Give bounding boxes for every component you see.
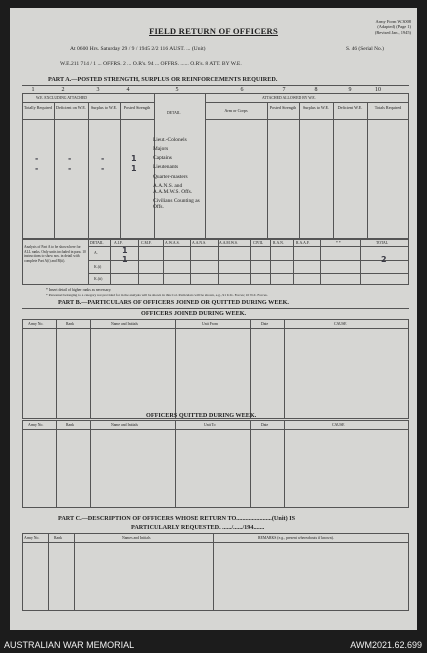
quitted-header: OFFICERS QUITTED DURING WEEK.	[146, 412, 257, 419]
rank-lieutenants: Lieutenants	[153, 164, 179, 170]
part-c-header: PART C.—DESCRIPTION OF OFFICERS WHOSE RETURN TO.......................(Unit) IS	[58, 515, 296, 522]
handwritten-count: 1	[131, 164, 137, 173]
serial-number: S. 46 (Serial No.)	[346, 46, 384, 52]
date-unit-line: At 0600 Hrs. Saturday 29 / 9 / 1945 2/2 116 AUST. ... (Unit)	[70, 46, 206, 52]
quitted-table	[22, 420, 409, 508]
joined-header: OFFICERS JOINED DURING WEEK.	[141, 310, 247, 317]
part-c-table	[22, 533, 409, 611]
handwritten-count: 1	[131, 154, 137, 163]
we-strength-line: W.E.211 714 / 1 ... OFFRS. 2 ... O.R's. 94 ... OFFRS. ...... O.R's. 8 ATT. BY W.E.	[60, 61, 242, 67]
rank-civilians: Civilians Counting as Offs.	[153, 198, 200, 210]
handwritten-dash: -	[68, 164, 72, 173]
footer-accession: AWM2021.62.699	[350, 640, 422, 650]
form-title: FIELD RETURN OF OFFICERS	[149, 26, 278, 36]
rank-majors: Majors	[153, 146, 169, 152]
handwritten-dash: -	[35, 154, 39, 163]
form-number: Army Form W.3008 (Adapted) (Page 1) (Revised Jan., 1945)	[374, 19, 411, 35]
handwritten-dash: -	[68, 154, 72, 163]
handwritten-dash: -	[101, 164, 105, 173]
handwritten-aif-a: 1	[122, 246, 128, 255]
part-a-grid	[22, 93, 409, 239]
joined-table	[22, 319, 409, 419]
rank-captains: Captains	[153, 155, 172, 161]
handwritten-dash: -	[35, 164, 39, 173]
field-return-form: Army Form W.3008 (Adapted) (Page 1) (Revised Jan., 1945) FIELD RETURN OF OFFICERS At 0600 Hrs. Saturday 29 / 9 / 1945 2/2 116 AUST. ... (Unit) S. 46 (Serial No.) W.E.211 714 / 1 ... OFFRS. 2 ... O.R's. 94 ... OFFRS. ...... O.R's. 8 ATT. BY W.E. PART A.—POSTED STRENGTH, SURPLUS OR REINFORCEMENTS REQUIRED. 1 2 3 4 5 6 7 8 9 10 W.E. EXCLUDING ATTACHED ATTACHED ALLOWED BY W.E. DETAIL Totally Required Deficient on W.E. Surplus to W.E. Posted Strength Arm or Corps Posted Strength Surplus to W.E. Deficient W.E. Totals Required Lieut.-Colonels Majors Captains Lieutenants Quarter-masters A.A.N.S. and A.A.M.W.S. Offs. Civilians Counting as Offs. - - - 1 - - - 1 DETAIL A.I.F. C.M.F. A.W.A.S. A.A.N.S. A.A.M.W.S. CIVIL R.A.N. R.A.A.F. * * TOTAL A. K.(i) K.(ii) Analysis of Part A to be shown here for ALL ranks. Only units included in para. 10 instructions to show nos. in detail with complete Part A(i) and B(ii). 1 1 2 * Insert detail of higher ranks as necessary. * Personnel belonging to a category not provided for in the analysis will be shown in this Col. Particulars will be shown, e.g., 91 U.K. Forces; 10 N.Z. Forces. PART B.—PARTICULARS OF OFFICERS JOINED OR QUITTED DURING WEEK. OFFICERS JOINED DURING WEEK. Army No. Rank Name and Initials Unit From Date CAUSE OFFICERS QUITTED DURING WEEK. Army No. Rank Name and Initials Unit To Date CAUSE PART C.—DESCRIPTION OF OFFICERS WHOSE RETURN TO.......................(Unit) IS PARTICULARLY REQUESTED. ....../....../194....... Army No. Rank Names and Initials REMARKS (e.g., present whereabouts if known).	[10, 8, 417, 630]
footnote-2: * Personnel belonging to a category not provided for in the analysis will be shown in this Col. Particulars will be shown, e.g., 91 U.K. Forces; 10 N.Z. Forces.	[46, 293, 268, 297]
handwritten-dash: -	[101, 154, 105, 163]
rank-aans: A.A.N.S. and A.A.M.W.S. Offs.	[153, 183, 193, 195]
analysis-note: Analysis of Part A to be shown here for ALL ranks. Only units included in para. 10 instructions to show nos. in detail with complete Part A(i) and B(ii).	[24, 245, 86, 263]
part-b-header: PART B.—PARTICULARS OF OFFICERS JOINED OR QUITTED DURING WEEK.	[58, 299, 289, 306]
detail-header: DETAIL	[167, 111, 181, 115]
archive-footer	[0, 630, 427, 653]
we-excluding-header: W.E. EXCLUDING ATTACHED	[36, 96, 88, 100]
footer-institution: AUSTRALIAN WAR MEMORIAL	[4, 640, 135, 650]
attached-allowed-header: ATTACHED ALLOWED BY W.E.	[262, 96, 316, 100]
rank-lieut-colonels: Lieut.-Colonels	[153, 137, 187, 143]
footnote-1: * Insert detail of higher ranks as necessary.	[46, 288, 112, 292]
rank-quartermasters: Quarter-masters	[153, 174, 188, 180]
handwritten-total: 2	[381, 255, 387, 264]
part-c-header-2: PARTICULARLY REQUESTED. ....../....../194.......	[131, 524, 265, 531]
handwritten-aif-k: 1	[122, 255, 128, 264]
part-a-header: PART A.—POSTED STRENGTH, SURPLUS OR REINFORCEMENTS REQUIRED.	[48, 76, 278, 83]
